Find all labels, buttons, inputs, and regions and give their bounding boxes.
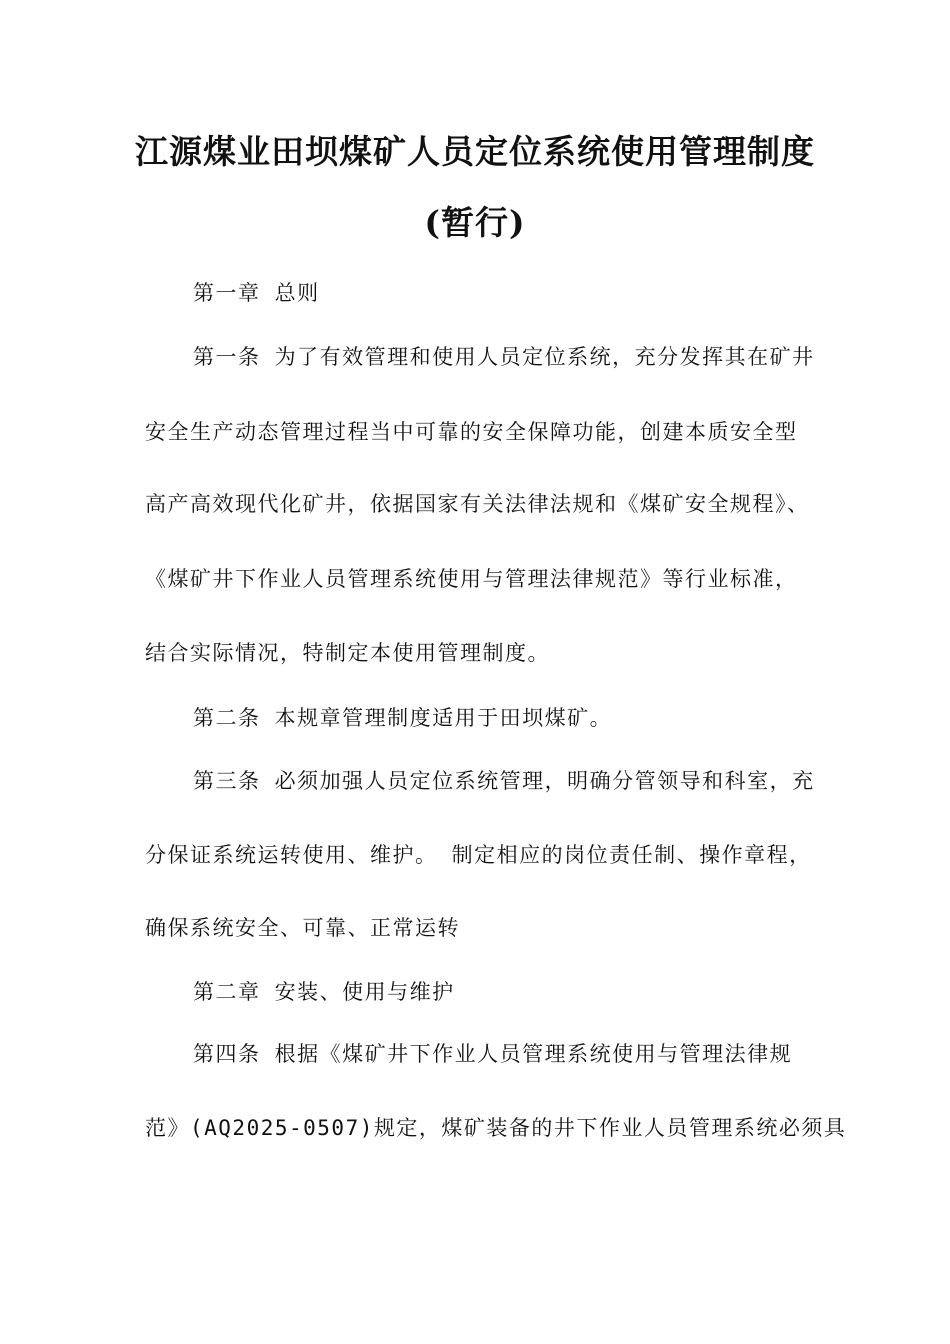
document-subtitle: (暂行) — [424, 203, 526, 242]
article-line: 结合实际情况，特制定本使用管理制度。 — [145, 641, 550, 665]
article-line: 高产高效现代化矿井，依据国家有关法律法规和《煤矿安全规程》、 — [145, 492, 810, 516]
article-line: 范》(AQ2025-0507)规定，煤矿装备的井下作业人员管理系统必须具 — [145, 1116, 847, 1140]
article-line: 第四条 根据《煤矿井下作业人员管理系统使用与管理法律规 — [193, 1042, 793, 1066]
chapter-heading: 第一章 总则 — [193, 281, 320, 305]
article-line: 《煤矿井下作业人员管理系统使用与管理法律规范》等行业标准， — [145, 567, 798, 591]
article-line: 确保系统安全、可靠、正常运转 — [145, 916, 460, 940]
article-line: 第一条 为了有效管理和使用人员定位系统，充分发挥其在矿井 — [193, 345, 815, 369]
article-line: 第三条 必须加强人员定位系统管理，明确分管领导和科室，充 — [193, 769, 815, 793]
article-line: 安全生产动态管理过程当中可靠的安全保障功能，创建本质安全型 — [145, 420, 798, 444]
article-line: 第二条 本规章管理制度适用于田坝煤矿。 — [193, 706, 613, 730]
chapter-heading: 第二章 安装、使用与维护 — [193, 980, 455, 1004]
document-title: 江源煤业田坝煤矿人员定位系统使用管理制度 — [135, 132, 815, 171]
article-line: 分保证系统运转使用、维护。 制定相应的岗位责任制、操作章程， — [145, 843, 812, 867]
